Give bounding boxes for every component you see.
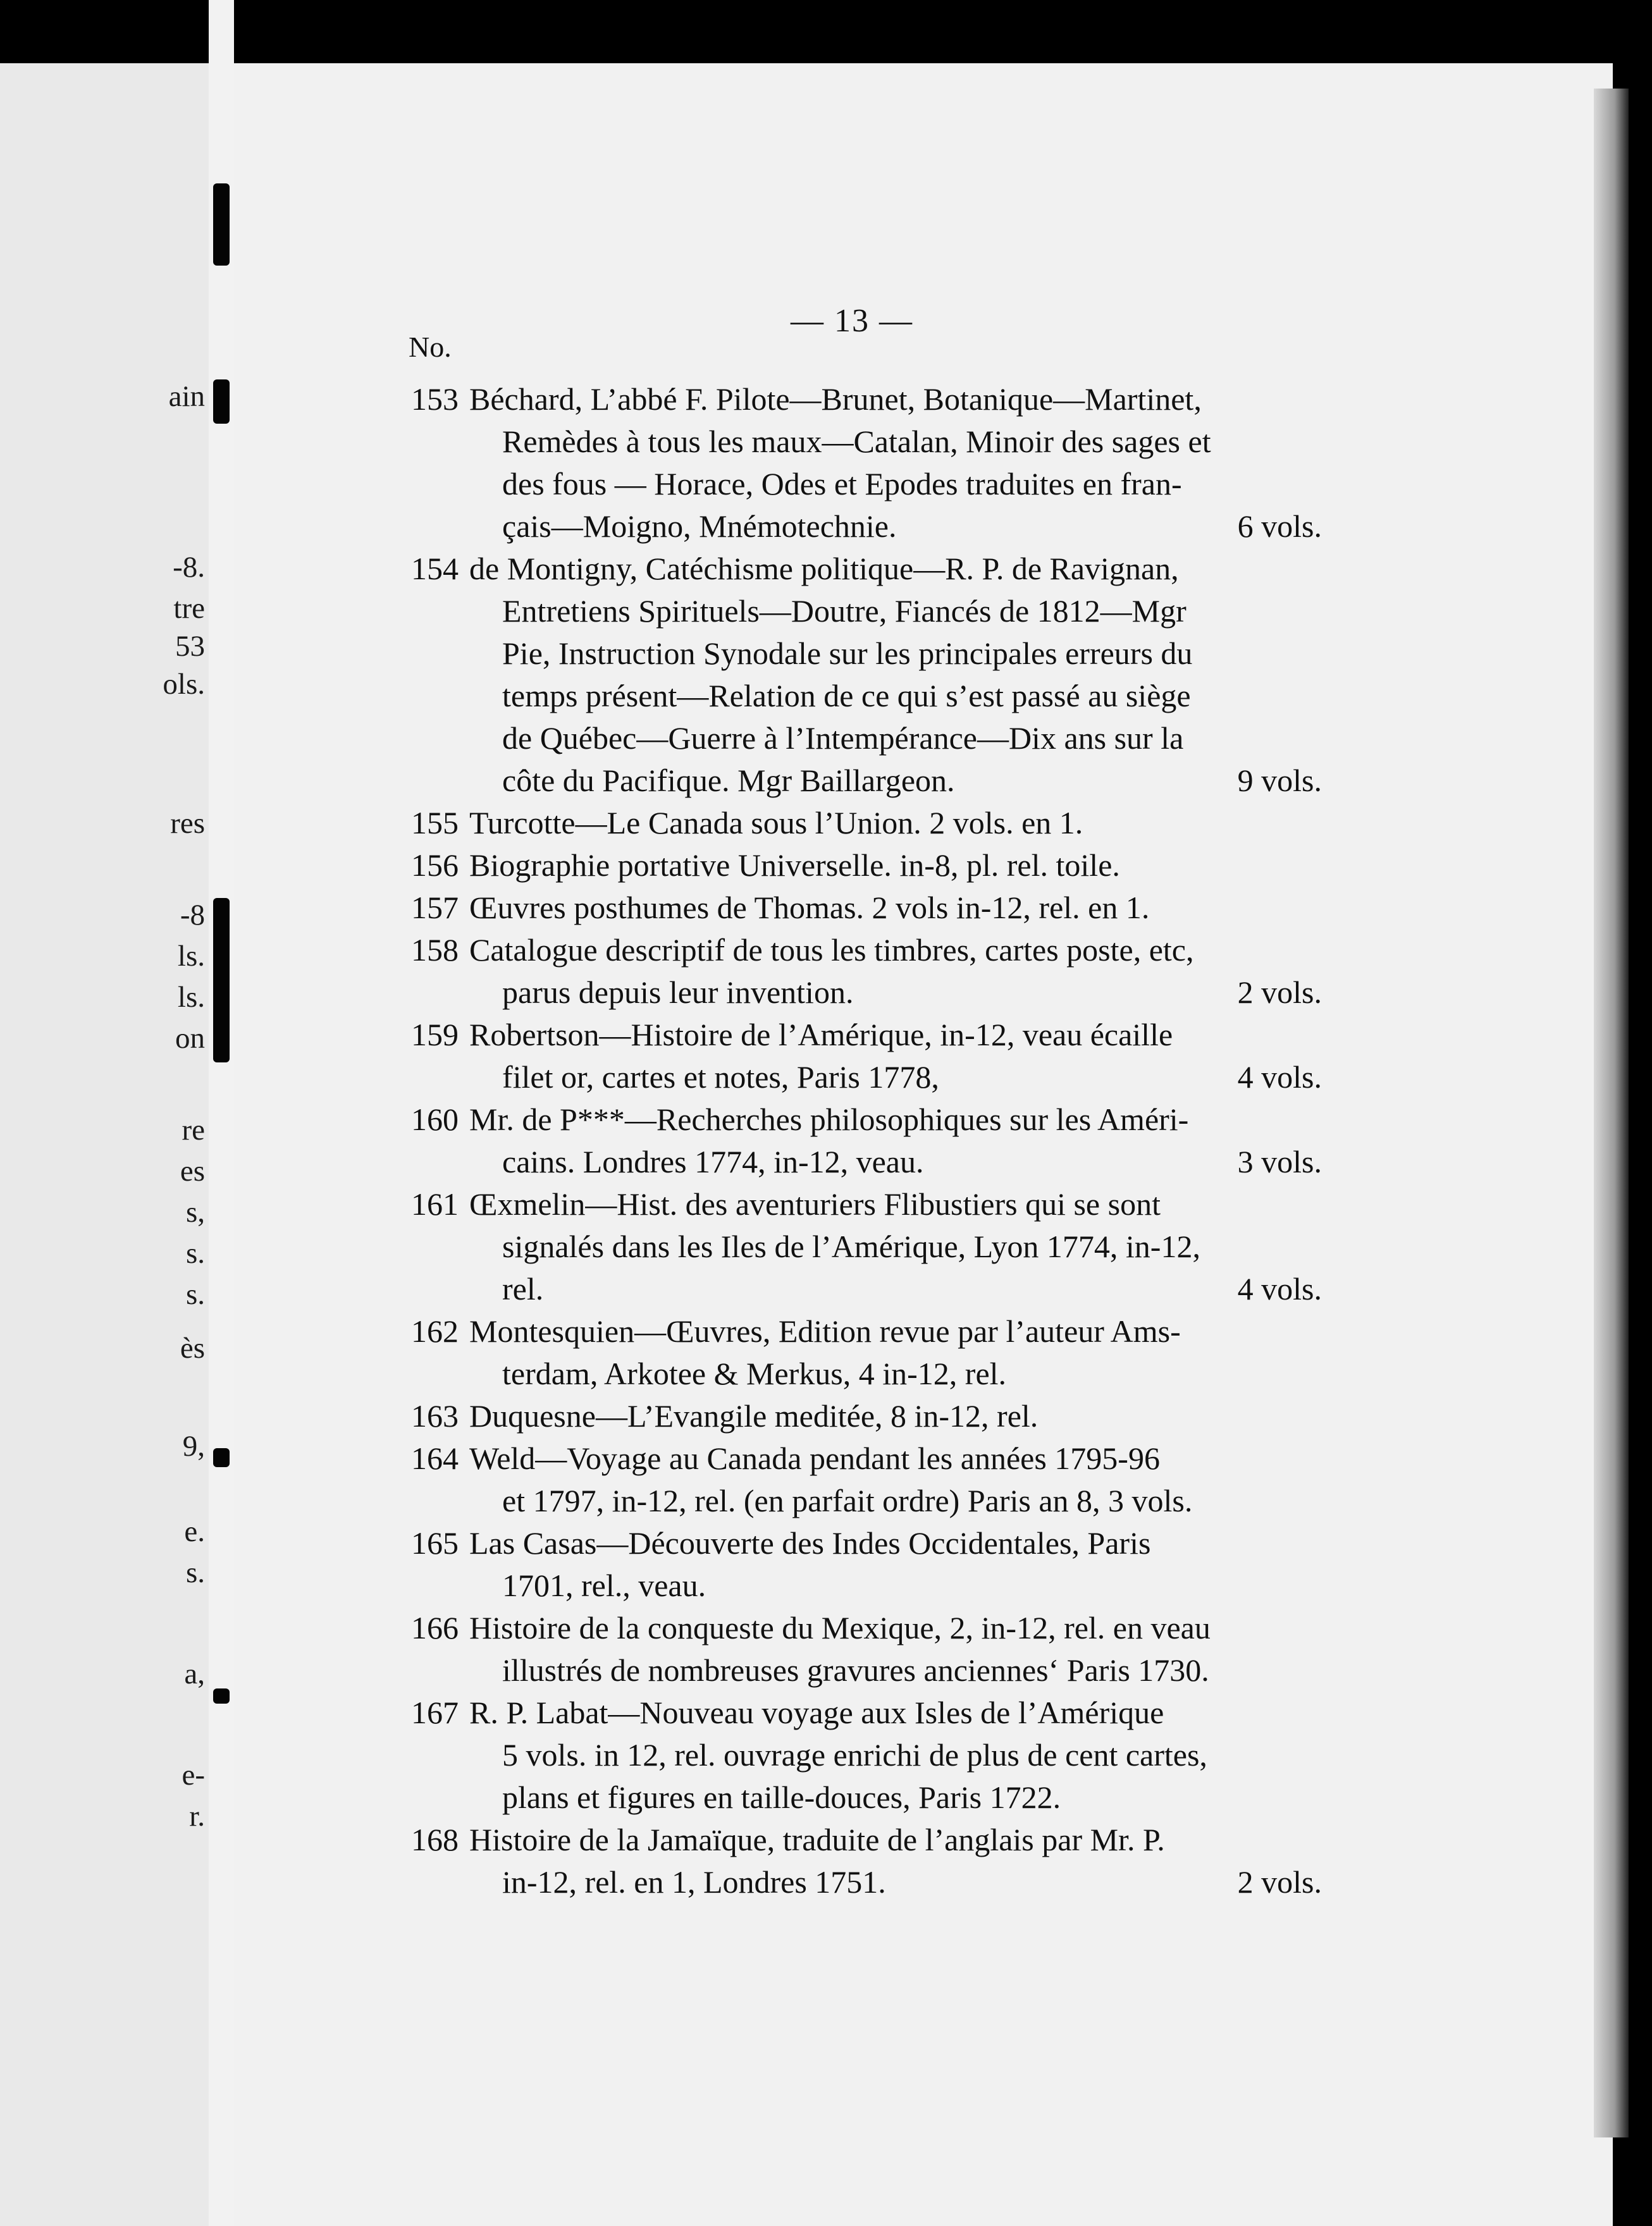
volume-count: 4 vols. xyxy=(1237,1059,1322,1095)
entry-line xyxy=(469,1268,1322,1310)
entry-number: 159 xyxy=(411,1017,459,1052)
entry-number: 168 xyxy=(411,1822,459,1857)
page-number: — 13 — xyxy=(791,303,913,339)
entry-line xyxy=(469,1014,1322,1056)
entry-line xyxy=(469,1776,1322,1819)
entry-text: terdam, Arkotee & Merkus, 4 in-12, rel. xyxy=(502,1356,1007,1391)
left-fragment: ols. xyxy=(163,668,205,701)
catalogue-entry xyxy=(379,1395,1322,1437)
entry-text: 1701, rel., veau. xyxy=(502,1568,706,1603)
binding-stitch xyxy=(213,898,230,1062)
entry-text: Histoire de la Jamaïque, traduite de l’anglais par Mr. P. xyxy=(469,1822,1165,1857)
binding-stitch xyxy=(213,183,230,266)
entry-line xyxy=(469,548,1322,590)
catalogue-entry xyxy=(379,1183,1322,1310)
left-page-margin xyxy=(0,63,209,2226)
entry-number: 166 xyxy=(411,1610,459,1645)
catalogue-entry xyxy=(379,548,1322,802)
catalogue-entry xyxy=(379,887,1322,929)
binding-stitch xyxy=(213,379,230,424)
entry-line xyxy=(469,1437,1322,1480)
entry-text: de Montigny, Catéchisme politique—R. P. de Ravignan, xyxy=(469,551,1179,586)
entry-line xyxy=(469,632,1322,675)
catalogue-entry xyxy=(379,1607,1322,1692)
entry-line xyxy=(469,421,1322,463)
catalogue-entry xyxy=(379,844,1322,887)
entry-text: Entretiens Spirituels—Doutre, Fiancés de 1812—Mgr xyxy=(502,593,1187,629)
catalogue-entry xyxy=(379,1819,1322,1903)
left-fragment: re xyxy=(182,1114,205,1147)
entry-line xyxy=(469,844,1322,887)
entry-text: Mr. de P***—Recherches philosophiques sur les Améri- xyxy=(469,1102,1189,1137)
entry-line xyxy=(469,675,1322,717)
catalogue-entries xyxy=(379,378,1322,1903)
entry-text: de Québec—Guerre à l’Intempérance—Dix ans sur la xyxy=(502,720,1184,756)
catalogue-entry xyxy=(379,929,1322,1014)
catalogue-entry xyxy=(379,802,1322,844)
entry-line xyxy=(469,1692,1322,1734)
catalogue-entry xyxy=(379,1522,1322,1607)
volume-count: 3 vols. xyxy=(1237,1144,1322,1179)
entry-text: Œuvres posthumes de Thomas. 2 vols in-12, rel. en 1. xyxy=(469,890,1150,925)
entry-text: Œxmelin—Hist. des aventuriers Flibustiers qui se sont xyxy=(469,1186,1161,1222)
entry-text: Béchard, L’abbé F. Pilote—Brunet, Botanique—Martinet, xyxy=(469,381,1202,417)
entry-text: Duquesne—L’Evangile meditée, 8 in-12, rel. xyxy=(469,1398,1039,1434)
binding-gutter xyxy=(209,0,234,2226)
entry-line xyxy=(469,463,1322,505)
volume-count: 9 vols. xyxy=(1237,763,1322,798)
left-fragment: s. xyxy=(185,1278,205,1311)
entry-text: Remèdes à tous les maux—Catalan, Minoir des sages et xyxy=(502,424,1211,459)
entry-text: illustrés de nombreuses gravures anciennes‘ Paris 1730. xyxy=(502,1652,1209,1688)
binding-stitch xyxy=(213,1688,230,1704)
left-fragment: on xyxy=(175,1022,205,1055)
entry-text: filet or, cartes et notes, Paris 1778, xyxy=(502,1059,939,1095)
left-fragment: tre xyxy=(173,592,205,625)
left-fragment: s, xyxy=(185,1196,205,1229)
entry-line xyxy=(469,1649,1322,1692)
left-fragment: s. xyxy=(185,1556,205,1589)
catalogue-entry xyxy=(379,1437,1322,1522)
binding-stitch xyxy=(213,1448,230,1467)
volume-count: 6 vols. xyxy=(1237,508,1322,544)
left-fragment: ls. xyxy=(177,981,205,1014)
entry-number: 154 xyxy=(411,551,459,586)
left-fragment: ain xyxy=(168,380,205,413)
entry-text: plans et figures en taille-douces, Paris 1722. xyxy=(502,1780,1061,1815)
entry-line xyxy=(469,759,1322,802)
left-fragment: 53 xyxy=(175,630,205,663)
entry-line xyxy=(469,1056,1322,1098)
entry-line xyxy=(469,1480,1322,1522)
entry-line xyxy=(469,1565,1322,1607)
entry-number: 167 xyxy=(411,1695,459,1730)
entry-line xyxy=(469,929,1322,971)
entry-text: Las Casas—Découverte des Indes Occidentales, Paris xyxy=(469,1525,1151,1561)
entry-text: parus depuis leur invention. xyxy=(502,975,854,1010)
left-fragment: -8. xyxy=(173,551,205,584)
entry-line xyxy=(469,1395,1322,1437)
left-fragment: ès xyxy=(180,1332,205,1365)
entry-text: Histoire de la conqueste du Mexique, 2, in-12, rel. en veau xyxy=(469,1610,1211,1645)
left-fragment: 9, xyxy=(182,1430,205,1463)
entry-text: Robertson—Histoire de l’Amérique, in-12, veau écaille xyxy=(469,1017,1173,1052)
entry-number: 161 xyxy=(411,1186,459,1222)
left-fragment: r. xyxy=(189,1800,205,1833)
page-edge-shadow xyxy=(1594,89,1629,2137)
catalogue-entry xyxy=(379,378,1322,548)
entry-line xyxy=(469,1098,1322,1141)
entry-text: R. P. Labat—Nouveau voyage aux Isles de l’Amérique xyxy=(469,1695,1164,1730)
entry-text: Catalogue descriptif de tous les timbres, cartes poste, etc, xyxy=(469,932,1194,968)
entry-number: 157 xyxy=(411,890,459,925)
entry-line xyxy=(469,590,1322,632)
entry-number: 158 xyxy=(411,932,459,968)
entry-line xyxy=(469,1607,1322,1649)
catalogue-entry xyxy=(379,1014,1322,1098)
entry-number: 153 xyxy=(411,381,459,417)
left-fragment: res xyxy=(170,807,205,840)
entry-line xyxy=(469,1819,1322,1861)
entry-line xyxy=(469,1141,1322,1183)
entry-line xyxy=(469,971,1322,1014)
entry-text: Montesquien—Œuvres, Edition revue par l’auteur Ams- xyxy=(469,1313,1181,1349)
entry-text: et 1797, in-12, rel. (en parfait ordre) Paris an 8, 3 vols. xyxy=(502,1483,1193,1518)
entry-text: côte du Pacifique. Mgr Baillargeon. xyxy=(502,763,955,798)
entry-line xyxy=(469,1734,1322,1776)
entry-number: 156 xyxy=(411,847,459,883)
column-header: No. xyxy=(409,331,452,363)
entry-text: Pie, Instruction Synodale sur les principales erreurs du xyxy=(502,636,1193,671)
volume-count: 2 vols. xyxy=(1237,975,1322,1010)
volume-count: 4 vols. xyxy=(1237,1271,1322,1307)
catalogue-entry xyxy=(379,1692,1322,1819)
entry-number: 164 xyxy=(411,1441,459,1476)
entry-text: çais—Moigno, Mnémotechnie. xyxy=(502,508,897,544)
entry-line xyxy=(469,505,1322,548)
entry-number: 160 xyxy=(411,1102,459,1137)
entry-line xyxy=(469,802,1322,844)
entry-number: 163 xyxy=(411,1398,459,1434)
entry-line xyxy=(469,378,1322,421)
left-fragment: a, xyxy=(184,1657,205,1690)
entry-line xyxy=(469,1353,1322,1395)
catalogue-entry xyxy=(379,1310,1322,1395)
entry-line xyxy=(469,887,1322,929)
entry-text: in-12, rel. en 1, Londres 1751. xyxy=(502,1864,886,1900)
entry-line xyxy=(469,1522,1322,1565)
entry-line xyxy=(469,717,1322,759)
entry-line xyxy=(469,1183,1322,1226)
entry-number: 165 xyxy=(411,1525,459,1561)
entry-text: Weld—Voyage au Canada pendant les années 1795-96 xyxy=(469,1441,1160,1476)
entry-text: 5 vols. in 12, rel. ouvrage enrichi de plus de cent cartes, xyxy=(502,1737,1207,1773)
entry-text: des fous — Horace, Odes et Epodes traduites en fran- xyxy=(502,466,1182,501)
left-fragment: e- xyxy=(182,1759,205,1792)
left-fragment: s. xyxy=(185,1237,205,1270)
entry-text: cains. Londres 1774, in-12, veau. xyxy=(502,1144,924,1179)
entry-text: temps présent—Relation de ce qui s’est passé au siège xyxy=(502,678,1191,713)
left-fragment: -8 xyxy=(180,899,205,932)
left-fragment: es xyxy=(180,1155,205,1188)
entry-text: rel. xyxy=(502,1271,544,1307)
entry-line xyxy=(469,1861,1322,1903)
entry-text: signalés dans les Iles de l’Amérique, Lyon 1774, in-12, xyxy=(502,1229,1200,1264)
entry-line xyxy=(469,1310,1322,1353)
entry-number: 155 xyxy=(411,805,459,840)
left-fragment: e. xyxy=(184,1515,205,1548)
entry-line xyxy=(469,1226,1322,1268)
entry-text: Turcotte—Le Canada sous l’Union. 2 vols. en 1. xyxy=(469,805,1083,840)
entry-number: 162 xyxy=(411,1313,459,1349)
catalogue-entry xyxy=(379,1098,1322,1183)
entry-text: Biographie portative Universelle. in-8, pl. rel. toile. xyxy=(469,847,1120,883)
volume-count: 2 vols. xyxy=(1237,1864,1322,1900)
left-fragment: ls. xyxy=(177,940,205,973)
